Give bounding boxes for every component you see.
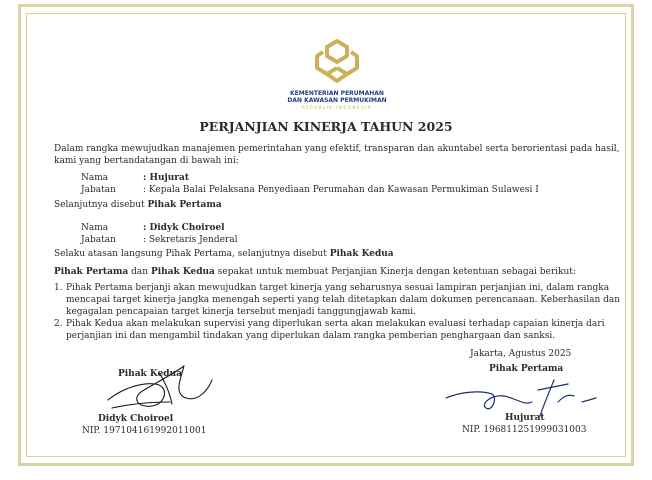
party1-followup-party: Pihak Pertama: [147, 200, 222, 210]
party2-followup: [54, 248, 394, 260]
right-signatory-role: Pihak Pertama: [489, 364, 564, 374]
org-name-line2: DAN KAWASAN PERMUKIMAN: [287, 97, 387, 104]
party1-role-label: Jabatan: [81, 185, 116, 195]
party1-followup: [54, 199, 222, 211]
item-1-line-2: mencapai target kinerja jangka menengah seperti yang telah ditetapkan dalam dokumen perencanaan. Keberhasilan dan: [66, 295, 621, 305]
party1-name-label: Nama: [81, 173, 109, 183]
intro-line-1: Dalam rangka mewujudkan manajemen pemerintahan yang efektif, transparan dan akuntabel serta berorientasi pada hasil,: [54, 144, 620, 154]
right-signatory-nip: NIP. 196811251999031003: [462, 425, 587, 435]
item-2-line-1: Pihak Kedua akan melakukan supervisi yang diperlukan serta akan melakukan evaluasi terhadap capaian kinerja dari: [66, 319, 605, 329]
party2-followup-prefix: Selaku atasan langsung Pihak Pertama, selanjutnya disebut: [54, 249, 330, 259]
ministry-logo-icon: [313, 38, 361, 84]
item-1-number: 1.: [54, 283, 63, 293]
agreement-p2: Pihak Kedua: [150, 267, 215, 277]
document-title: PERJANJIAN KINERJA TAHUN 2025: [199, 119, 453, 134]
party2-role-value: : Sekretaris Jenderal: [143, 235, 238, 245]
left-signatory-nip: NIP. 197104161992011001: [82, 426, 207, 436]
item-1-line-3: kegagalan pencapaian target kinerja tersebut menjadi tanggungjawab kami.: [66, 307, 417, 317]
left-handwritten-signature-icon: [100, 360, 220, 414]
item-2-line-2: perjanjian ini dan mengambil tindakan yang diperlukan dalam rangka pemberian penghargaan dan sanksi.: [66, 331, 556, 341]
agreement-and: dan: [128, 267, 151, 277]
agreement-statement: [54, 266, 576, 278]
item-2-number: 2.: [54, 319, 63, 329]
right-signatory-name: Hujurat: [505, 413, 545, 423]
party1-name-value: : Hujurat: [143, 173, 190, 183]
left-signatory-role: Pihak Kedua: [118, 369, 182, 379]
org-name-line3: REPUBLIK INDONESIA: [301, 105, 373, 110]
party2-name-value: : Didyk Choiroel: [143, 223, 225, 233]
item-1-line-1: Pihak Pertama berjanji akan mewujudkan target kinerja yang seharusnya sesuai lampiran perjanjian ini, dalam rangka: [66, 283, 610, 293]
party1-role-value: : Kepala Balai Pelaksana Penyediaan Perumahan dan Kawasan Permukiman Sulawesi I: [143, 185, 539, 195]
place-date: Jakarta, Agustus 2025: [470, 349, 572, 359]
left-signatory-name: Didyk Choiroel: [98, 414, 174, 424]
intro-line-2: kami yang bertandatangan di bawah ini:: [54, 156, 239, 166]
party1-followup-prefix: Selanjutnya disebut: [54, 200, 148, 210]
party2-name-label: Nama: [81, 223, 109, 233]
org-name-line1: KEMENTERIAN PERUMAHAN: [290, 90, 384, 97]
agreement-rest: sepakat untuk membuat Perjanjian Kinerja dengan ketentuan sebagai berikut:: [214, 267, 576, 277]
party2-role-label: Jabatan: [81, 235, 116, 245]
party2-followup-party: Pihak Kedua: [329, 249, 394, 259]
agreement-p1: Pihak Pertama: [54, 267, 129, 277]
